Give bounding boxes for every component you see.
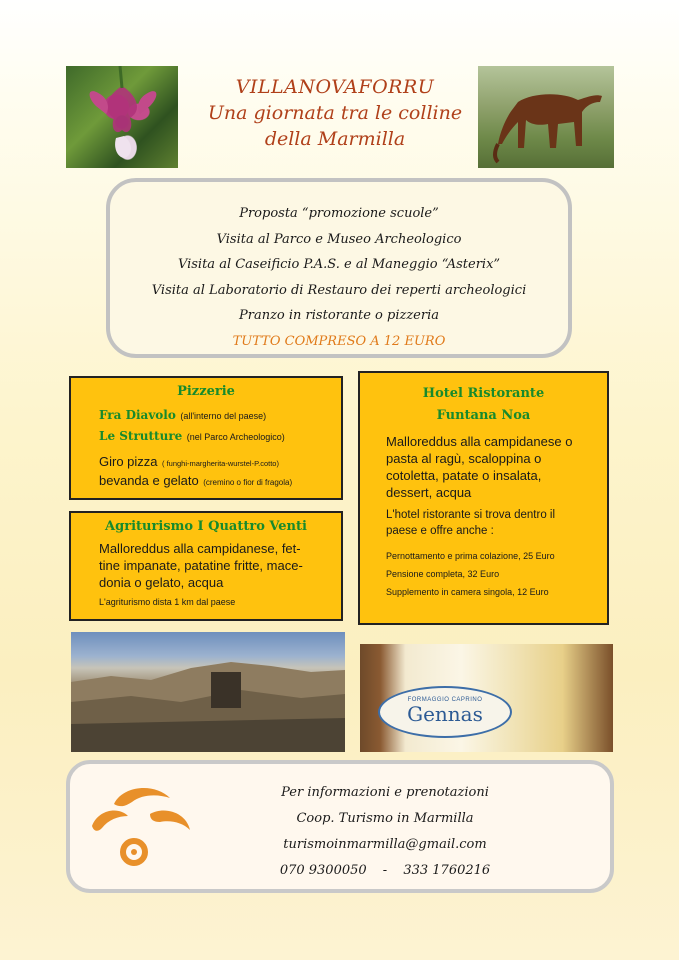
hotel-price: Pernottamento e prima colazione, 25 Euro: [386, 551, 555, 561]
pizzerie-box: [69, 376, 343, 500]
cheese-label-top: FORMAGGIO CAPRINO: [407, 697, 483, 703]
cooperative-logo: [88, 782, 194, 872]
promo-line: Visita al Laboratorio di Restauro dei reperti archeologici: [151, 282, 527, 298]
promo-price: TUTTO COMPRESO A 12 EURO: [232, 333, 446, 349]
giro-pizza: Giro pizza: [99, 454, 158, 469]
hotel-title-1: Hotel Ristorante: [422, 386, 545, 401]
pizzerie-title: Pizzerie: [177, 384, 235, 399]
promo-line: Pranzo in ristorante o pizzeria: [239, 308, 439, 323]
contact-heading: Per informazioni e prenotazioni: [281, 785, 489, 800]
cheese-brand: Gennas: [407, 702, 483, 726]
orchid-photo: [66, 66, 178, 168]
bevanda-gelato: bevanda e gelato: [99, 473, 199, 488]
hotel-menu-line: cotoletta, patate o insalata,: [386, 468, 542, 483]
contact-phone[interactable]: 070 9300050: [279, 863, 367, 878]
promo-line: Proposta “promozione scuole”: [239, 206, 439, 221]
hotel-box: [358, 371, 609, 625]
contact-org: Coop. Turismo in Marmilla: [296, 811, 474, 826]
contact-phone[interactable]: 333 1760216: [403, 863, 491, 878]
hotel-menu-line: pasta al ragù, scaloppina o: [386, 451, 542, 466]
nuraghe-ruins-photo: [71, 632, 345, 752]
agriturismo-box: [69, 511, 343, 621]
promo-box: [106, 178, 572, 358]
promo-line: Visita al Caseificio P.A.S. e al Maneggio “Asterix”: [177, 257, 501, 272]
title-line-3: della Marmilla: [264, 128, 406, 150]
title-line-2: Una giornata tra le colline: [207, 102, 463, 124]
giro-pizza-note: ( funghi-margherita-wurstel-P.cotto): [161, 459, 279, 468]
header-title: [180, 74, 490, 152]
hotel-offer-line: L'hotel ristorante si trova dentro il: [386, 509, 556, 521]
agriturismo-menu-line: Malloreddus alla campidanese, fet-: [99, 541, 301, 556]
pizzeria-note: (nel Parco Archeologico): [186, 432, 285, 442]
hotel-price: Pensione completa, 32 Euro: [386, 569, 500, 579]
hotel-offer-line: paese e offre anche :: [386, 525, 494, 537]
contact-separator: -: [382, 863, 388, 878]
hotel-price: Supplemento in camera singola, 12 Euro: [386, 587, 549, 597]
horse-photo: [478, 66, 614, 168]
agriturismo-menu-line: donia o gelato, acqua: [99, 575, 224, 590]
contact-email[interactable]: turismoinmarmilla@gmail.com: [283, 837, 487, 852]
pizzeria-name: Fra Diavolo: [99, 408, 176, 422]
pizzeria-name: Le Strutture: [99, 429, 183, 443]
agriturismo-menu-line: tine impanate, patatine fritte, mace-: [99, 558, 303, 573]
pizzeria-note: (all'interno del paese): [180, 411, 267, 421]
hotel-menu-line: Malloreddus alla campidanese o: [386, 434, 573, 449]
contact-phones: [220, 858, 550, 884]
hotel-title-2: Funtana Noa: [436, 408, 531, 423]
agriturismo-title: Agriturismo I Quattro Venti: [105, 519, 307, 534]
title-line-1: VILLANOVAFORRU: [235, 76, 435, 98]
promo-line: Visita al Parco e Museo Archeologico: [216, 231, 462, 247]
hotel-menu-line: dessert, acqua: [386, 485, 472, 500]
contact-text: [220, 780, 550, 884]
bevanda-note: (cremino o fior di fragola): [203, 478, 293, 487]
agriturismo-note: L'agriturismo dista 1 km dal paese: [99, 597, 236, 607]
cheese-label: [378, 686, 512, 738]
